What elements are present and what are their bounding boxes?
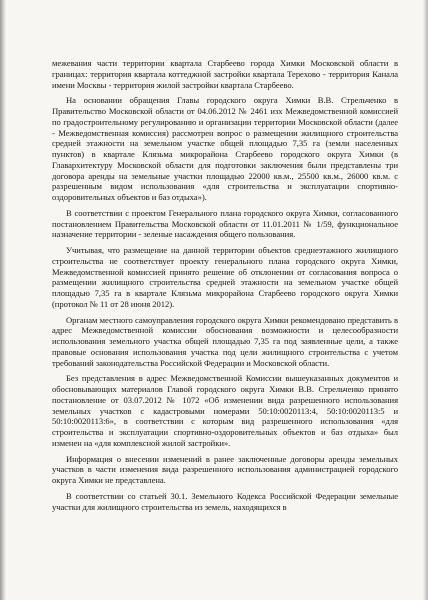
document-body [52,58,398,512]
paragraph-boundary-description: межевания части территории квартала Старбеево города Химки Московской области в границах: территория квартала коттеджной застройки квартала Терехово - территория Канала имени Москвы - территория жилой застройки квартала Старбеево. [52,58,398,90]
paragraph-general-plan: В соответствии с проектом Генерального плана городского округа Химки, согласованного постановлением Правительства Московской области от 11.01.2011 № 1/59, функциональное назначение территории - зеленые насаждения общего пользования. [52,207,398,240]
paragraph-recommendation: Органам местного самоуправления городского округа Химки рекомендовано представить в адрес Межведомственной комиссии обоснования возможности и целесообразности использования земельного участка общей площадью 7,35 га под заявленные цели, а также правовые основания использования участка под цели жилищного строительства с учетом требований законодательства Российской Федерации и Московской области. [52,314,398,368]
paragraph-resolution-change: Без представления в адрес Межведомственной Комиссии вышеуказанных документов и обосновывающих материалов Главой городского округа Химки В.В. Стрельченко принято постановление от 03.07.2012 № 1072 «Об изменении вида разрешенного использования земельных участков с кадастровыми номерами 50:10:0020113:4, 50:10:0020113:5 и 50:10:0020113:6», в соответствии с которым вид разрешенного использования «для строительства и эксплуатации спортивно-оздоровительных объектов и баз отдыха» был изменен на «для комплексной жилой застройки». [52,373,398,448]
paragraph-land-code: В соответствии со статьей 30.1. Земельного Кодекса Российской Федерации земельные участки для жилищного строительства из земель, находящихся в [52,490,398,512]
paragraph-lease-info: Информация о внесении изменений в ранее заключенные договоры аренды земельных участков в части изменения вида разрешенного использования администрацией городского округа Химки не представлена. [52,453,398,485]
paragraph-commission-request: На основании обращения Главы городского округа Химки В.В. Стрельченко в Правительство Московской области от 04.06.2012 № 2461 изх Межведомственной комиссией по градостроительному регулированию и организации территории Московской области (далее - Межведомственная комиссия) рассмотрен вопрос о размещении жилищного строительства средней этажности на земельном участке общей площадью 7,35 га (земли населенных пунктов) в квартале Клязьма микрорайона Старбеево городского округа Химки (в Главархитектуру Московской области для подготовки заключения были представлены три договора аренды на земельные участки площадью 22000 кв.м., 25500 кв.м., 26000 кв.м. с разрешенным видом использования «для строительства и эксплуатации спортивно-оздоровительных объектов и баз отдыха»). [52,95,398,202]
paragraph-commission-decision: Учитывая, что размещение на данной территории объектов среднеэтажного жилищного строительства не соответствует проекту генерального плана городского округа Химки, Межведомственной комиссией принято решение об отклонении от согласования вопроса о размещении жилищного строительства средней этажности на земельном участке общей площадью 7,35 га в квартале Клязьма микрорайона Старбеево городского округа Химки (протокол № 11 от 28 июня 2012). [52,245,398,309]
